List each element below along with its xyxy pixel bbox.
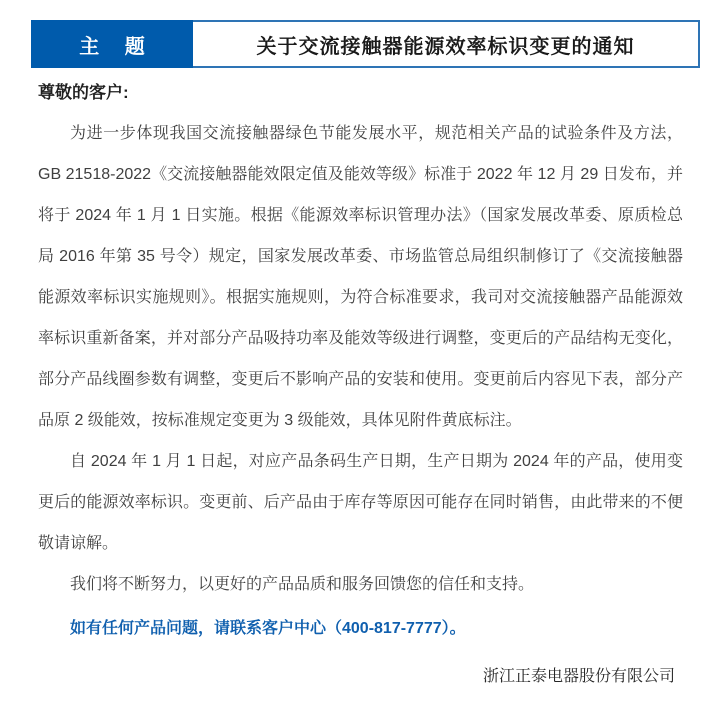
salutation: 尊敬的客户: — [38, 83, 129, 102]
company-signature: 浙江正泰电器股份有限公司 — [482, 668, 675, 685]
notice-title: 关于交流接触器能源效率标识变更的通知 — [193, 20, 700, 68]
paragraph-thanks: 我们将不断努力，以更好的产品品质和服务回馈您的信任和支持。 — [70, 576, 535, 593]
notice-header — [31, 20, 700, 68]
contact-line: 如有任何产品问题，请联系客户中心（400-817-7777）。 — [70, 620, 466, 637]
notice-body — [38, 72, 683, 697]
subject-label: 主 题 — [31, 20, 193, 68]
paragraph-standard-background: 为进一步体现我国交流接触器绿色节能发展水平，规范相关产品的试验条件及方法，GB 21518-2022《交流接触器能效限定值及能效等级》标准于 2022 年 12 月 29 日发布，并将于 2024 年 1 月 1 日实施。根据《能源效率标识管理办法》（国家发展改革委、原质检总局 2016 年第 35 号令）规定，国家发展改革委、市场监管总局组织制修订了《交流接触器能源效率标识实施规则》。根据实施规则，为符合标准要求，我司对交流接触器产品能源效率标识重新备案，并对部分产品吸持功率及能效等级进行调整，变更后的产品结构无变化，部分产品线圈参数有调整，变更后不影响产品的安装和使用。变更前后内容见下表，部分产品原 2 级能效，按标准规定变更为 3 级能效，具体见附件黄底标注。 — [38, 125, 683, 429]
paragraph-effective-date: 自 2024 年 1 月 1 日起，对应产品条码生产日期，生产日期为 2024 年的产品，使用变更后的能源效率标识。变更前、后产品由于库存等原因可能存在同时销售，由此带来的不便敬请谅解。 — [38, 453, 683, 552]
